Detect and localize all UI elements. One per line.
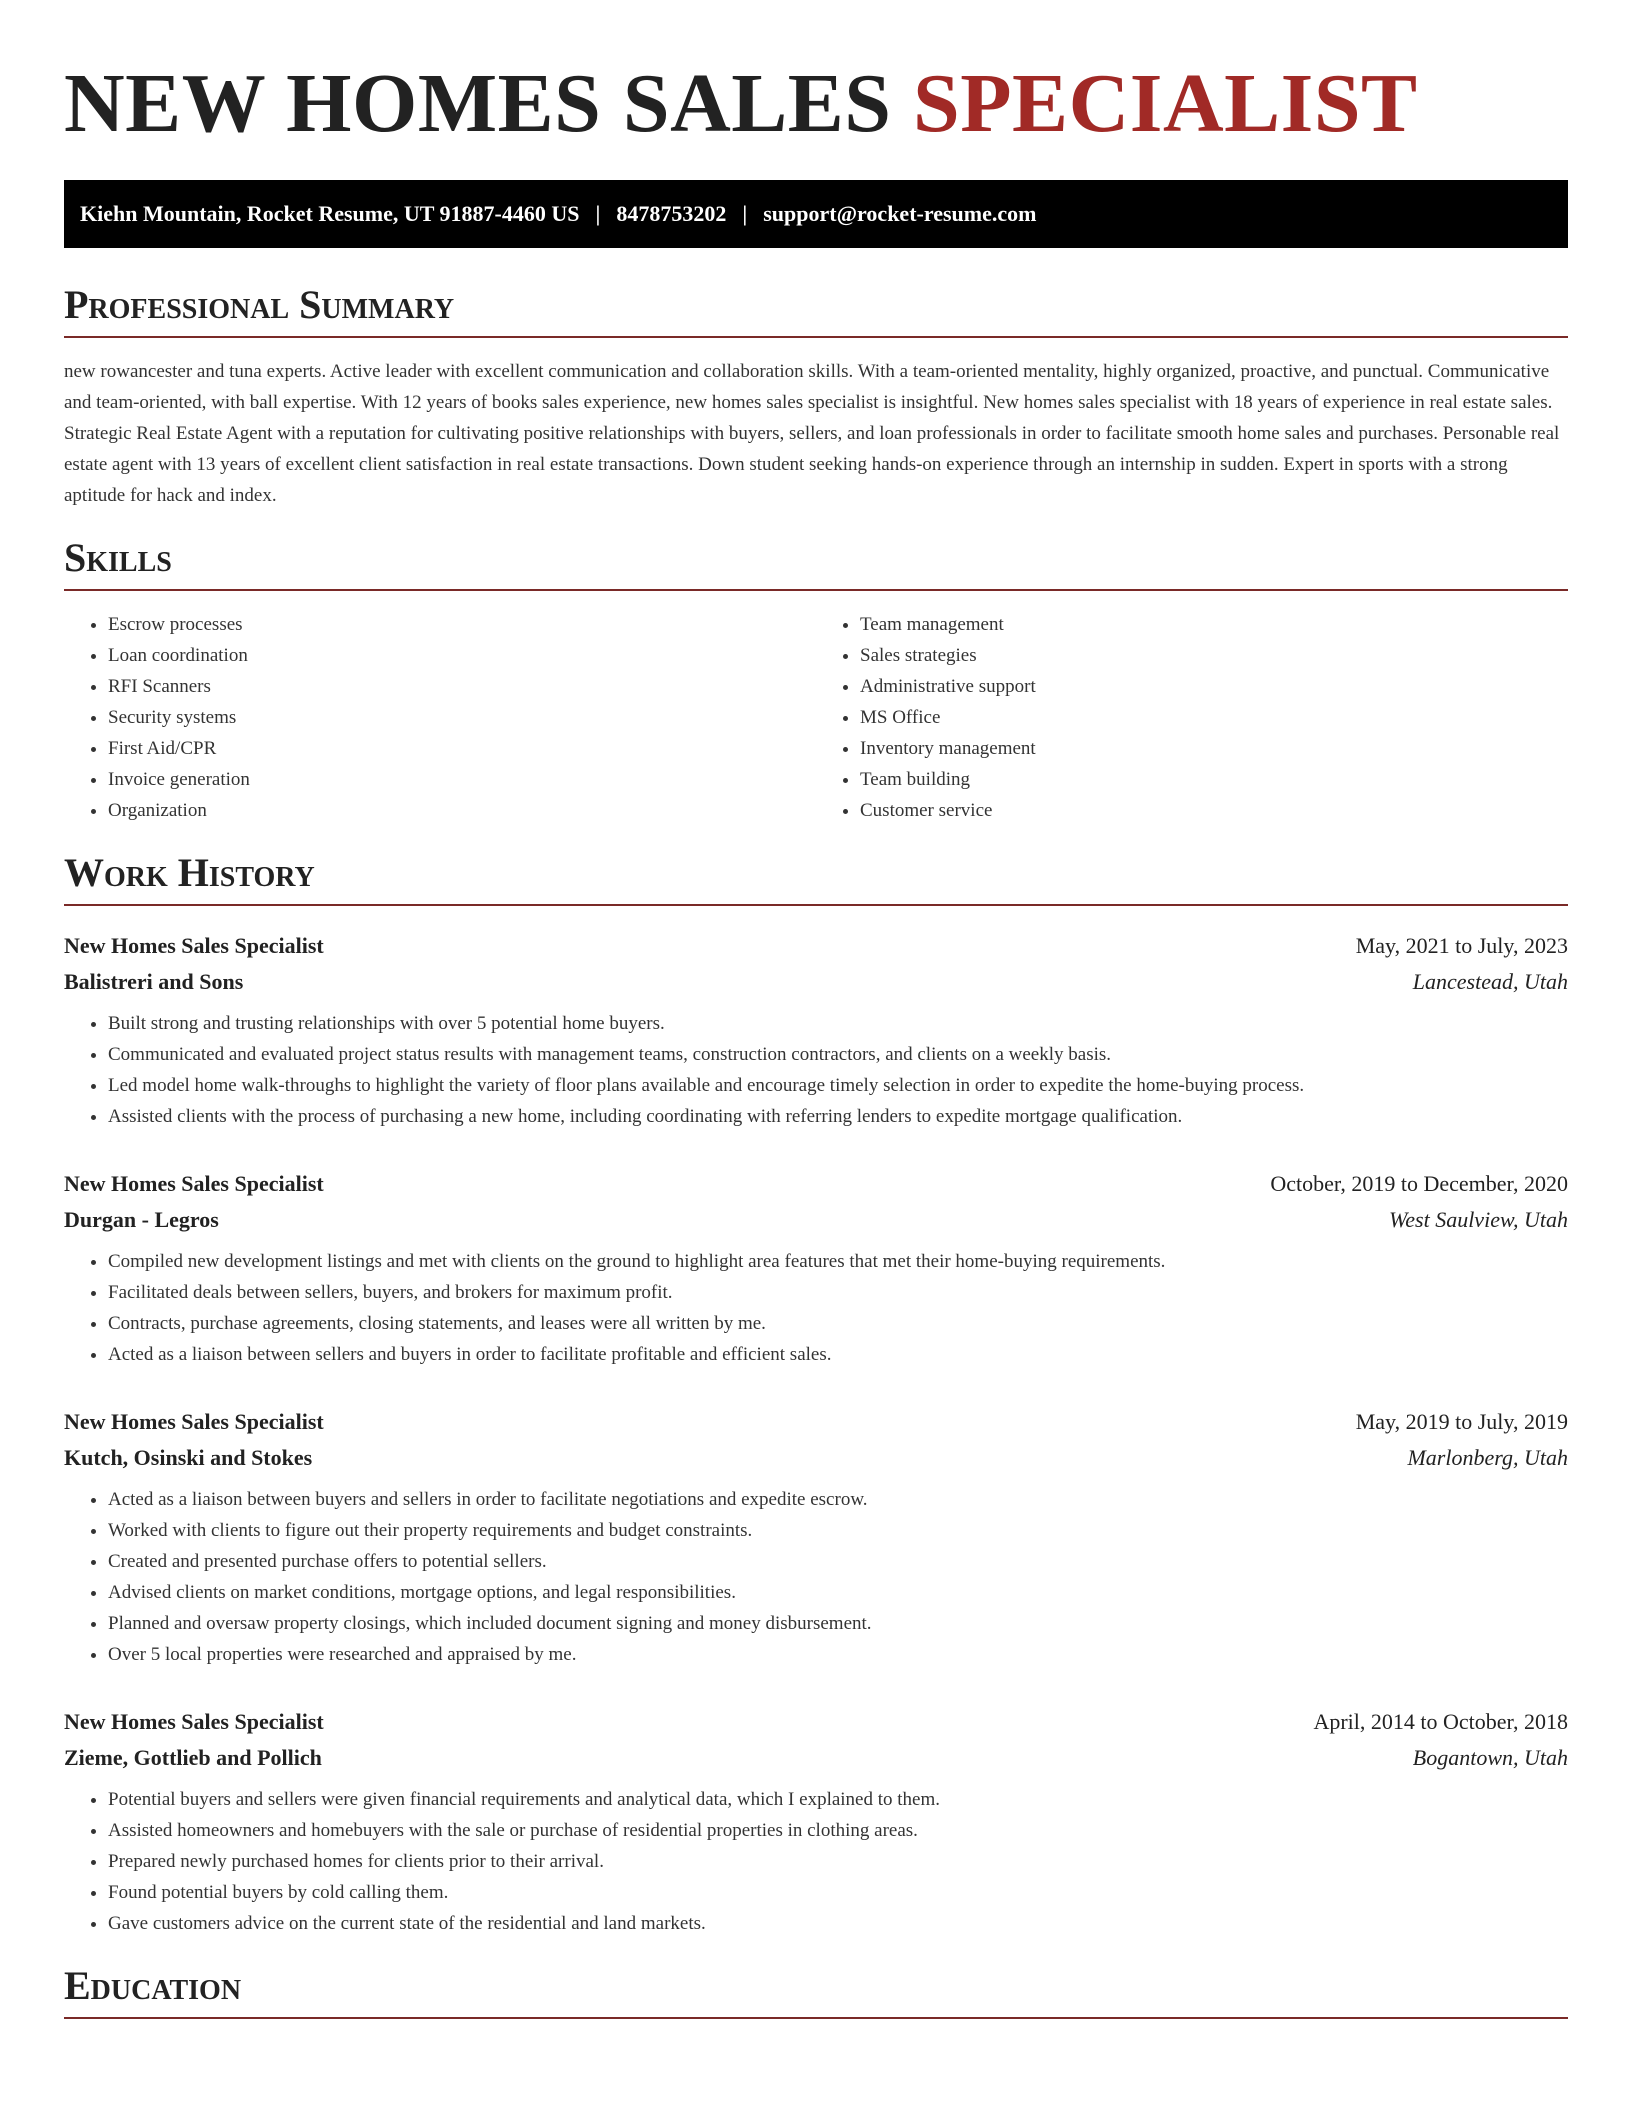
summary-text: new rowancester and tuna experts. Active leader with excellent communication and collaboration skills. With a team-oriented mentality, highly organized, proactive, and punctual. Communicative and team-oriented, with ball expertise. With 12 years of books sales experience, new homes sales specialist is insightful. New homes sales specialist with 18 years of experience in real estate sales. Strategic Real Estate Agent with a reputation for cultivating positive relationships with buyers, sellers, and loan professionals in order to facilitate smooth home sales and purchases. Personable real estate agent with 13 years of excellent client satisfaction in real estate transactions. Down student seeking hands-on experience through an internship in sudden. Expert in sports with a strong aptitude for hack and index. [64, 361, 1560, 506]
job-bullet: • Worked with clients to figure out their property requirements and budget constraints. [108, 1515, 1568, 1546]
job-bullet: • Over 5 local properties were researched and appraised by me. [108, 1639, 1568, 1670]
education-section [64, 1961, 1568, 2019]
title-accent: SPECIALIST [913, 57, 1418, 150]
title-main: NEW HOMES SALES [64, 57, 892, 150]
contact-address: Kiehn Mountain, Rocket Resume, UT 91887-4460 US [80, 201, 580, 226]
job-bullets [64, 1484, 1568, 1670]
job-bullet: • Gave customers advice on the current state of the residential and land markets. [108, 1908, 1568, 1939]
skills-column-left [64, 609, 816, 826]
work-heading: Work History [64, 848, 1568, 906]
job-bullet: • Built strong and trusting relationships with over 5 potential home buyers. [108, 1008, 1568, 1039]
skill-item: • Organization [108, 795, 816, 826]
job-company: Kutch, Osinski and Stokes [64, 1445, 313, 1470]
skill-item: • Team management [860, 609, 1568, 640]
summary-section [64, 280, 1568, 511]
skills-section [64, 533, 1568, 826]
job-location: Lancestead, Utah [1412, 969, 1568, 994]
skill-item: • Inventory management [860, 733, 1568, 764]
skill-item: • Administrative support [860, 671, 1568, 702]
job-entry [64, 1704, 1568, 1939]
job-location: West Saulview, Utah [1388, 1207, 1568, 1232]
job-bullet: • Advised clients on market conditions, mortgage options, and legal responsibilities. [108, 1577, 1568, 1608]
job-bullets [64, 1008, 1568, 1132]
job-bullet: • Prepared newly purchased homes for clients prior to their arrival. [108, 1846, 1568, 1877]
job-bullet: • Facilitated deals between sellers, buyers, and brokers for maximum profit. [108, 1277, 1568, 1308]
skill-item: • Security systems [108, 702, 816, 733]
job-company: Zieme, Gottlieb and Pollich [64, 1745, 322, 1770]
job-bullet: • Led model home walk-throughs to highlight the variety of floor plans available and encourage timely selection in order to expedite the home-buying process. [108, 1070, 1568, 1101]
job-entry [64, 1166, 1568, 1370]
contact-phone: 8478753202 [616, 201, 727, 226]
job-bullet: • Found potential buyers by cold calling them. [108, 1877, 1568, 1908]
job-entry [64, 928, 1568, 1132]
contact-separator: | [595, 201, 601, 226]
job-bullet: • Compiled new development listings and met with clients on the ground to highlight area features that met their home-buying requirements. [108, 1246, 1568, 1277]
job-location: Marlonberg, Utah [1407, 1445, 1568, 1470]
skill-item: • Sales strategies [860, 640, 1568, 671]
job-company: Balistreri and Sons [64, 969, 244, 994]
skill-item: • Team building [860, 764, 1568, 795]
job-bullet: • Communicated and evaluated project status results with management teams, construction contractors, and clients on a weekly basis. [108, 1039, 1568, 1070]
skill-item: • Loan coordination [108, 640, 816, 671]
job-title: New Homes Sales Specialist [64, 933, 324, 958]
job-bullet: • Potential buyers and sellers were given financial requirements and analytical data, which I explained to them. [108, 1784, 1568, 1815]
skills-list [64, 609, 1568, 826]
job-title: New Homes Sales Specialist [64, 1171, 324, 1196]
resume-title [64, 0, 1568, 152]
skill-item: • MS Office [860, 702, 1568, 733]
work-section [64, 848, 1568, 1939]
contact-email: support@rocket-resume.com [763, 201, 1037, 226]
job-title: New Homes Sales Specialist [64, 1709, 324, 1734]
skill-item: • Invoice generation [108, 764, 816, 795]
job-bullet: • Acted as a liaison between sellers and buyers in order to facilitate profitable and efficient sales. [108, 1339, 1568, 1370]
summary-heading: Professional Summary [64, 280, 1568, 338]
job-dates: April, 2014 to October, 2018 [1313, 1709, 1568, 1734]
contact-separator: | [742, 201, 748, 226]
job-bullet: • Assisted homeowners and homebuyers with the sale or purchase of residential properties in clothing areas. [108, 1815, 1568, 1846]
job-title: New Homes Sales Specialist [64, 1409, 324, 1434]
job-bullet: • Created and presented purchase offers to potential sellers. [108, 1546, 1568, 1577]
job-entry [64, 1404, 1568, 1670]
skill-item: • Customer service [860, 795, 1568, 826]
job-dates: May, 2021 to July, 2023 [1355, 933, 1568, 958]
job-bullet: • Planned and oversaw property closings, which included document signing and money disbursement. [108, 1608, 1568, 1639]
skill-item: • First Aid/CPR [108, 733, 816, 764]
job-bullet: • Acted as a liaison between buyers and sellers in order to facilitate negotiations and expedite escrow. [108, 1484, 1568, 1515]
education-heading: Education [64, 1961, 1568, 2019]
contact-bar [64, 180, 1568, 248]
skill-item: • Escrow processes [108, 609, 816, 640]
job-bullet: • Assisted clients with the process of purchasing a new home, including coordinating with referring lenders to expedite mortgage qualification. [108, 1101, 1568, 1132]
skills-column-right [816, 609, 1568, 826]
job-bullet: • Contracts, purchase agreements, closing statements, and leases were all written by me. [108, 1308, 1568, 1339]
job-bullets [64, 1784, 1568, 1939]
job-dates: May, 2019 to July, 2019 [1355, 1409, 1568, 1434]
skills-heading: Skills [64, 533, 1568, 591]
job-dates: October, 2019 to December, 2020 [1270, 1171, 1568, 1196]
job-company: Durgan - Legros [64, 1207, 219, 1232]
job-location: Bogantown, Utah [1412, 1745, 1568, 1770]
skill-item: • RFI Scanners [108, 671, 816, 702]
job-bullets [64, 1246, 1568, 1370]
